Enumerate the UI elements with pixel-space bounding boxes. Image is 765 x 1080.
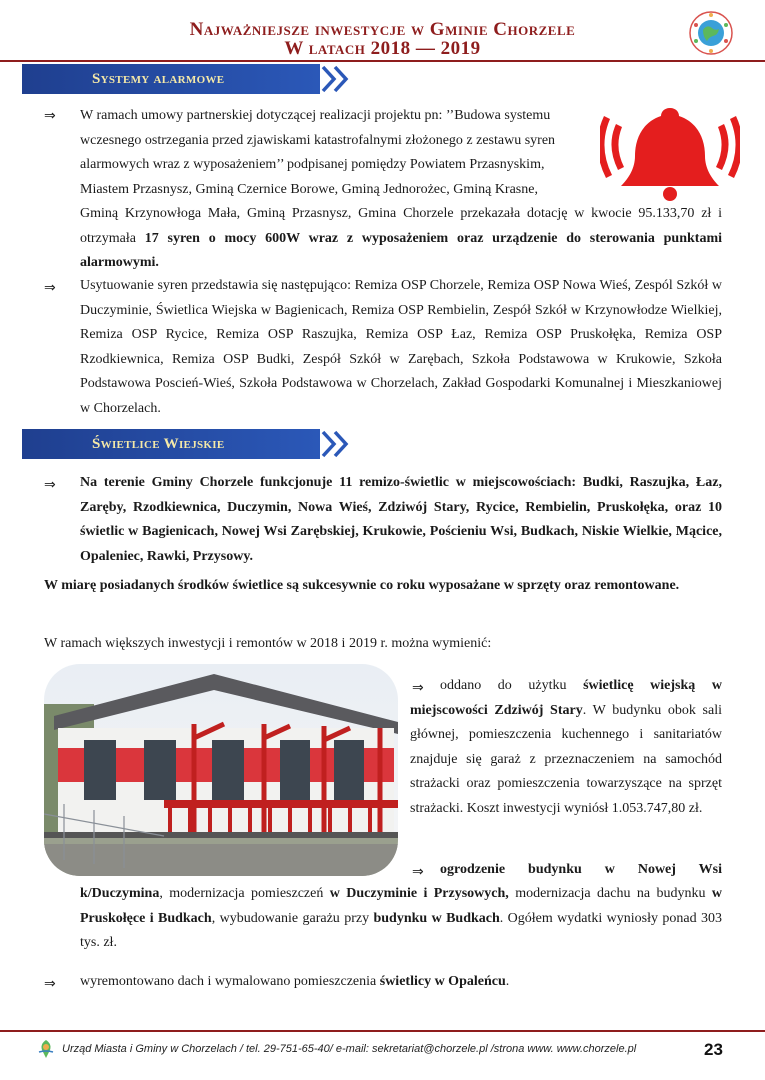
b2-text-3: , wybudowanie garażu przy <box>211 910 374 926</box>
title-line-2: W latach 2018 — 2019 <box>284 38 481 59</box>
b2-text-4: . Ogółem wydatki wyniosły ponad 303 tys. zł. <box>80 910 722 951</box>
alarm-paragraph-1 <box>80 104 600 202</box>
swietlice-bullet-2-head <box>440 858 722 883</box>
alarm-paragraph-2: Usytuowanie syren przedstawia się następująco: Remiza OSP Chorzele, Remiza OSP Nowa Wieś, Zespól Szkół w Duczyminie, Świetlica Wiejska w Bagienicach, Remiza OSP Rembielin, Zespół Szkół w Krzynowłodze Wielkiej, Remiza OSP Rycice, Remiza OSP Raszujka, Remiza OSP Łaz, Remiza OSP Pruskołęka, Remiza OSP Rzodkiewnica, Remiza OSP Budki, Zespół Szkół w Zarębach, Szkoła Podstawowa w Krukowie, Szkoła Podstawowa Poscień-Wieś, Szkoła Podstawowa w Chorzelach, Zakład Gospodarki Komunalnej i Mieszkaniowej w Chorzelach. <box>80 278 722 416</box>
b2-bold-4: budynku w Budkach <box>373 910 500 926</box>
double-chevron-icon <box>320 429 354 459</box>
swietlice-paragraph-2: W miarę posiadanych środków świetlice są sukcesywnie co roku wyposażane w sprzęty oraz remontowane. <box>44 578 680 593</box>
alarm-paragraph-1-cont <box>80 202 722 276</box>
bullet-arrow-icon: ⇒ <box>44 280 56 296</box>
gmina-logo-icon <box>688 10 734 56</box>
b2-text-2: modernizacja dachu na budynku <box>508 886 712 901</box>
header-rule <box>0 60 765 62</box>
title-line-1: Najważniejsze inwestycje w Gminie Chorzele <box>189 19 576 40</box>
swietlice-bullet-1 <box>410 674 722 822</box>
page-title <box>0 20 765 58</box>
footer-text: Urząd Miasta i Gminy w Chorzelach / tel. 29-751-65-40/ e-mail: sekretariat@chorzele.pl /strona www. www.chorzele.pl <box>62 1043 637 1055</box>
bullet-arrow-icon: ⇒ <box>44 108 56 124</box>
swietlice-paragraph-3: W ramach większych inwestycji i remontów w 2018 i 2019 r. można wymienić: <box>44 636 492 651</box>
bullet-arrow-icon: ⇒ <box>412 864 424 880</box>
page-number: 23 <box>704 1040 723 1059</box>
b2-bold-2: w Duczyminie i Przysowych, <box>329 886 509 901</box>
bullet-arrow-icon: ⇒ <box>44 976 56 992</box>
alarm-line-2: wczesnego ostrzegania przed zjawiskami katastrofalnymi złożonego z zestawu syren <box>80 132 556 148</box>
footer-rule <box>0 1030 765 1032</box>
section-label-swietlice: Świetlice Wiejskie <box>92 436 225 452</box>
swietlice-bullet-3 <box>80 970 722 995</box>
bullet-arrow-icon: ⇒ <box>412 680 424 696</box>
building-photo <box>44 664 398 876</box>
bullet-arrow-icon: ⇒ <box>44 477 56 493</box>
alarm-bell-icon <box>600 102 740 202</box>
swietlice-bullet-2 <box>80 882 722 956</box>
b2-text-1: , modernizacja pomieszczeń <box>159 886 330 901</box>
section-bar-alarm <box>22 64 320 94</box>
b1-text: oddano do użytku <box>440 678 584 693</box>
b2-bold-head: ogrodzenie budynku w Nowej Wsi <box>440 862 722 877</box>
b3-bold: świetlicy w Opaleńcu <box>379 974 506 989</box>
double-chevron-icon <box>320 64 354 94</box>
alarm-bold-text: 17 syren o mocy 600W wraz z wyposażeniem oraz urządzenie do sterowania punktami alarmowymi. <box>80 230 722 271</box>
section-label-alarm: Systemy alarmowe <box>92 71 225 87</box>
b2-bold-1: k/Duczymina <box>80 886 160 901</box>
footer-logo-icon <box>36 1038 56 1060</box>
alarm-text: Gminą Krzynowłoga Mała, Gminą Przasnysz, Gmina Chorzele przekazała dotację w kwocie 95.133,70 zł i otrzymała <box>80 206 722 246</box>
b3-end: . <box>505 974 510 989</box>
b1-rest: . W budynku obok sali głównej, pomieszczenia kuchennego i sanitariatów znajduje się garaż z przeznaczeniem na samochód strażacki oraz pomieszczenia towarzyszące na sprzęt strażacki. Koszt inwestycji wyniósł 1.053.747,80 zł. <box>410 702 722 816</box>
swietlice-paragraph-1: Na terenie Gminy Chorzele funkcjonuje 11 remizo-świetlic w miejscowościach: Budki, Raszujka, Łaz, Zaręby, Rzodkiewnica, Duczymin, Nowa Wieś, Zdziwój Stary, Rycice, Rembielin, Pruskołęka, oraz 10 świetlic w Bagienicach, Nowej Wsi Zarębskiej, Krukowie, Pościeniu Wsi, Budkach, Niskie Wielkie, Mącice, Opaleniec, Rawki, Przysowy. <box>80 475 722 564</box>
alarm-line-3: alarmowych wraz z wyposażeniem’’ podpisanej pomiędzy Powiatem Przasnyskim, <box>80 157 545 173</box>
section-bar-swietlice <box>22 429 320 459</box>
b2-bold-3: w Pruskołęce i Budkach <box>80 886 722 926</box>
alarm-line-1: W ramach umowy partnerskiej dotyczącej realizacji projektu pn: ’’Budowa systemu <box>80 108 551 123</box>
b3-text: wyremontowano dach i wymalowano pomieszczenia <box>80 974 380 989</box>
alarm-line-4: Miastem Przasnysz, Gminą Czernice Borowe, Gminą Jednorożec, Gminą Krasne, <box>80 181 538 197</box>
b1-bold: świetlicę wiejską w miejscowości Zdziwój Stary <box>410 678 722 718</box>
